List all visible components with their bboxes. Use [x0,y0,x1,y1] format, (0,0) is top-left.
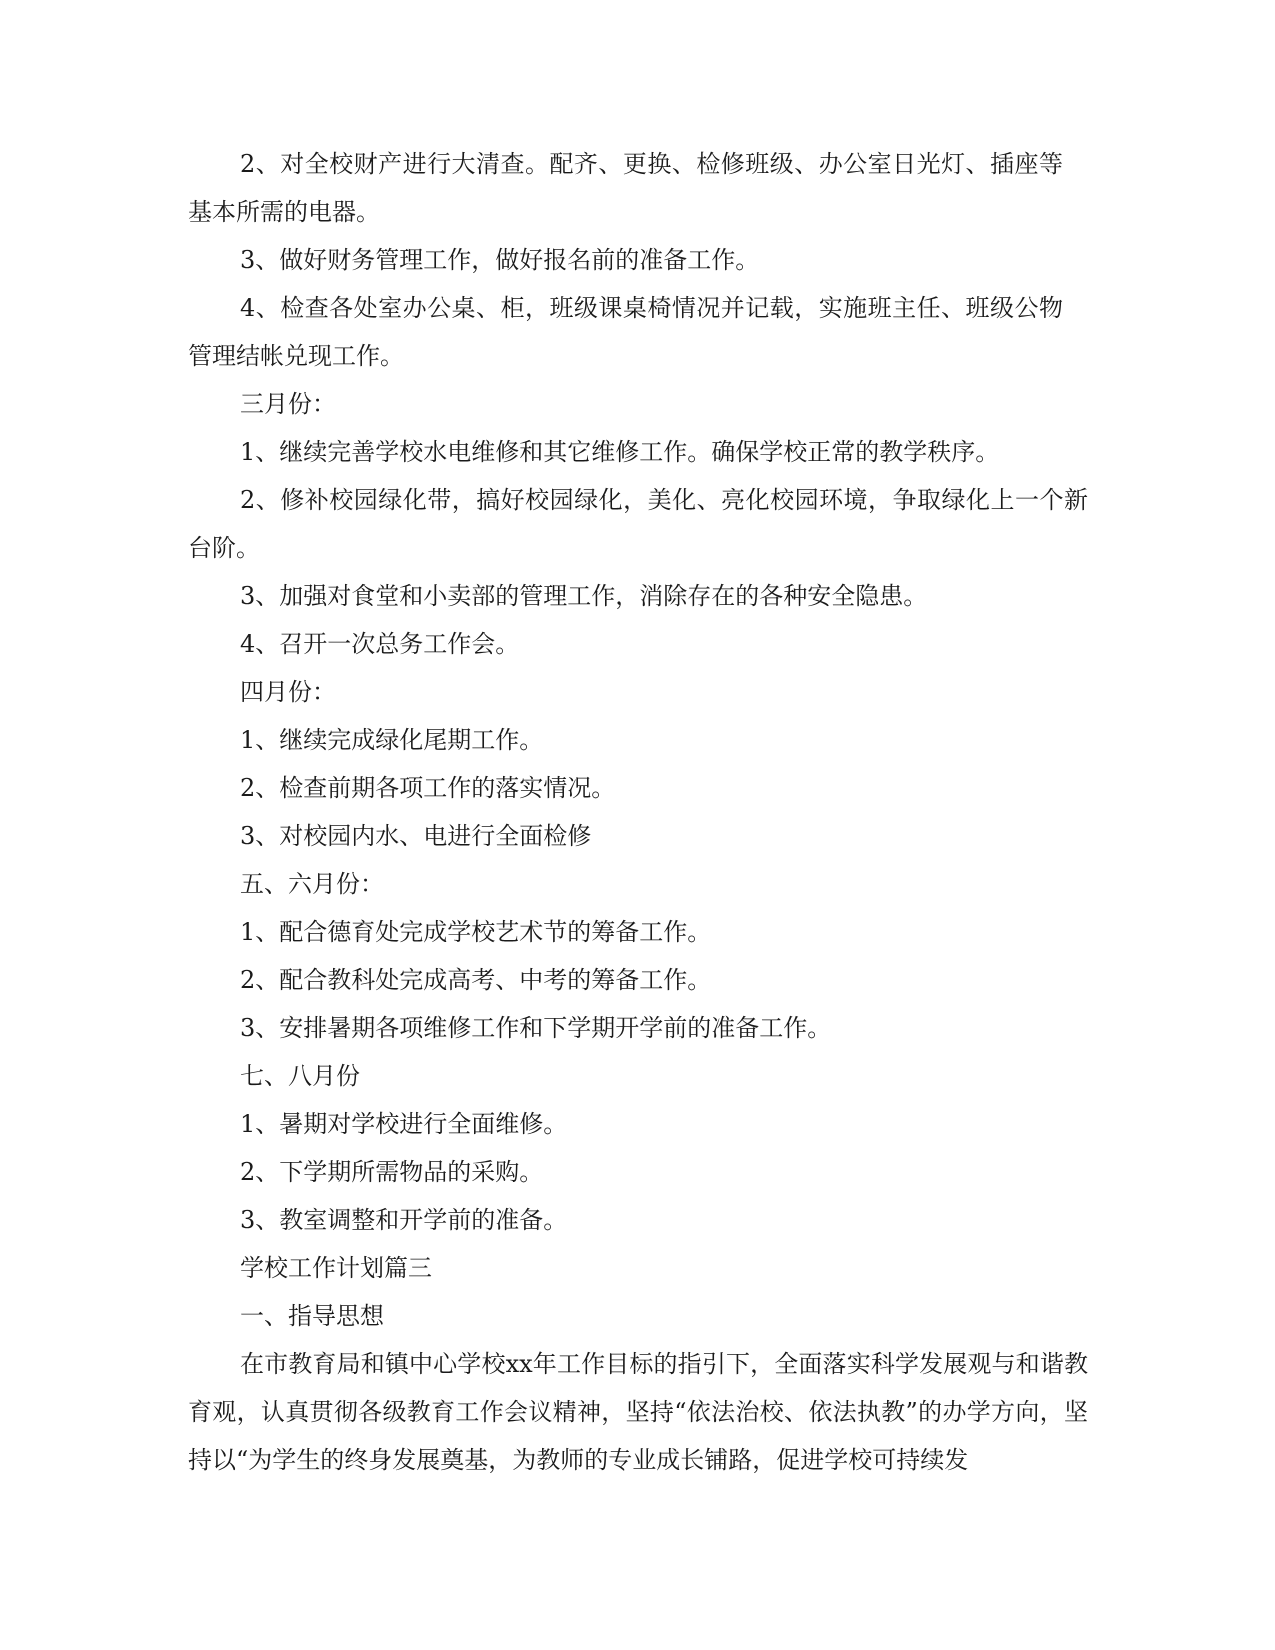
paragraph-guiding-ideology: 在市教育局和镇中心学校xx年工作目标的指引下，全面落实科学发展观与和谐教育观，认真贯彻各级教育工作会议精神，坚持“依法治校、依法执教”的办学方向，坚持以“为学生的终身发展奠基，为教师的专业成长铺路，促进学校可持续发 [188,1350,1088,1474]
paragraph-april-1: 1、继续完成绿化尾期工作。 [240,726,544,754]
section-heading-guiding-ideology: 一、指导思想 [240,1302,384,1330]
section-heading-july-august: 七、八月份 [240,1062,360,1090]
paragraph-march-4: 4、召开一次总务工作会。 [240,630,520,658]
paragraph-march-3: 3、加强对食堂和小卖部的管理工作，消除存在的各种安全隐患。 [240,582,928,610]
paragraph-item-4: 4、检查各处室办公桌、柜，班级课桌椅情况并记载，实施班主任、班级公物管理结帐兑现工作。 [188,294,1063,370]
paragraph-may-june-3: 3、安排暑期各项维修工作和下学期开学前的准备工作。 [240,1014,832,1042]
paragraph-may-june-2: 2、配合教科处完成高考、中考的筹备工作。 [240,966,712,994]
paragraph-july-august-1: 1、暑期对学校进行全面维修。 [240,1110,568,1138]
document-section-title: 学校工作计划篇三 [240,1254,432,1282]
document-body [188,140,1088,1484]
paragraph-july-august-3: 3、教室调整和开学前的准备。 [240,1206,568,1234]
paragraph-march-2: 2、修补校园绿化带，搞好校园绿化，美化、亮化校园环境，争取绿化上一个新台阶。 [188,486,1088,562]
section-heading-may-june: 五、六月份： [240,870,384,898]
paragraph-july-august-2: 2、下学期所需物品的采购。 [240,1158,544,1186]
section-heading-march: 三月份： [240,390,336,418]
paragraph-april-3: 3、对校园内水、电进行全面检修 [240,822,592,850]
paragraph-march-1: 1、继续完善学校水电维修和其它维修工作。确保学校正常的教学秩序。 [240,438,1000,466]
paragraph-may-june-1: 1、配合德育处完成学校艺术节的筹备工作。 [240,918,712,946]
paragraph-item-3: 3、做好财务管理工作，做好报名前的准备工作。 [240,246,760,274]
paragraph-item-2: 2、对全校财产进行大清查。配齐、更换、检修班级、办公室日光灯、插座等基本所需的电器。 [188,150,1063,226]
paragraph-april-2: 2、检查前期各项工作的落实情况。 [240,774,616,802]
section-heading-april: 四月份： [240,678,336,706]
